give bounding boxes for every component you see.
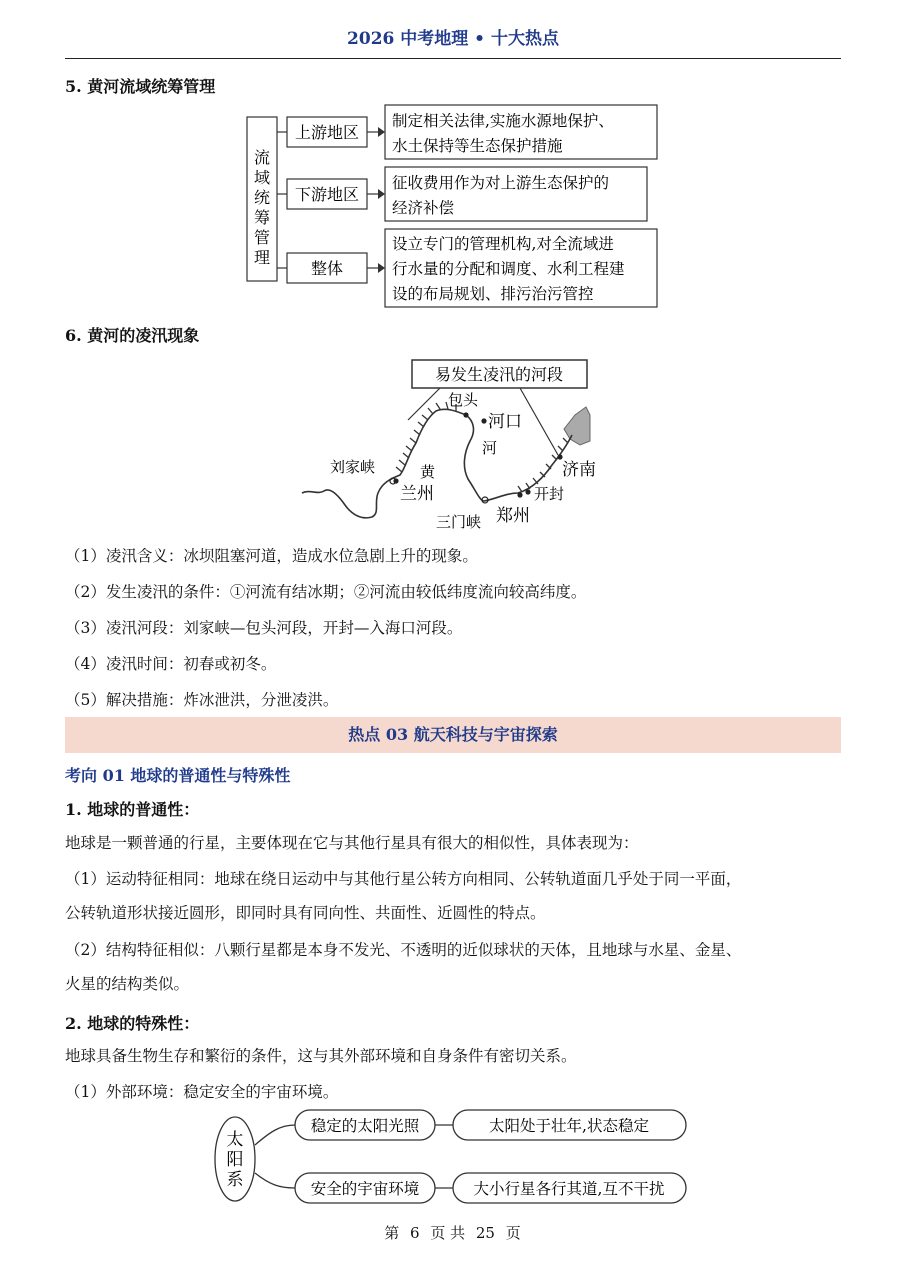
planets-orbit-label: 大小行星各行其道,互不干扰 [473,1180,665,1198]
root-label-char: 筹 [253,208,271,227]
baotou-dot [463,412,468,417]
footer-page-number: 6 [410,1224,420,1242]
sun-state-label: 太阳处于壮年,状态稳定 [489,1117,649,1135]
earth-special-title: 2. 地球的特殊性： [65,1014,200,1033]
section5-title: 5. 黄河流域统筹管理 [65,77,216,96]
ice-flood-item: （2）发生凌汛的条件：①河流有结冰期；②河流由较低纬度流向较高纬度。 [65,583,587,601]
liujiaxia-label: 刘家峡 [330,458,376,476]
footer-total-pages: 25 [475,1224,495,1242]
ice-flood-item: （4）凌汛时间：初春或初冬。 [65,655,277,673]
ice-flood-item: （1）凌汛含义：冰坝阻塞河道，造成水位急剧上升的现象。 [65,547,478,565]
earth-general-p2a: （2）结构特征相似：八颗行星都是本身不发光、不透明的近似球状的天体，且地球与水星、金星、 [65,941,742,959]
stable-sunlight-label: 稳定的太阳光照 [310,1117,420,1135]
ice-flood-item: （5）解决措施：炸冰泄洪，分泄凌洪。 [65,691,339,709]
sanmenxia-label: 三门峡 [436,513,482,531]
zhengzhou-label: 郑州 [496,506,530,526]
downstream-label: 下游地区 [294,185,360,204]
earth-special-intro: 地球具备生物生存和繁衍的条件，这与其外部环境和自身条件有密切关系。 [65,1047,577,1065]
downstream-desc-line: 征收费用作为对上游生态保护的 [392,174,610,192]
earth-general-p1a: （1）运动特征相同：地球在绕日运动中与其他行星公转方向相同、公转轨道面几乎处于同一平面， [65,870,742,888]
root-label-char: 流 [253,148,271,167]
downstream-desc-line: 经济补偿 [392,199,455,217]
whole-desc-line: 设立专门的管理机构,对全流域进 [392,235,614,253]
kaoxiang-title: 考向 01 地球的普通性与特殊性 [65,766,291,785]
basin-management-diagram [240,100,670,315]
lanzhou-label: 兰州 [400,484,434,504]
ice-hatch-lower [518,438,568,492]
hekou-label: 河口 [488,412,522,432]
yellow-river-ice-flood-map [290,355,600,535]
kaifeng-dot [525,489,530,494]
section6-title: 6. 黄河的凌汛现象 [65,326,200,345]
solar-system-char: 系 [226,1170,244,1190]
hotspot-banner: 热点 03 航天科技与宇宙探索 [65,717,841,753]
root-label-char: 理 [253,248,271,267]
baotou-label: 包头 [448,391,479,409]
earth-general-p1b: 公转轨道形状接近圆形，即同时具有同向性、共面性、近圆性的特点。 [65,904,546,922]
page-footer [0,1222,905,1243]
solar-system-char: 太 [226,1130,244,1150]
footer-mid: 页 共 [430,1224,466,1242]
jinan-label: 济南 [562,460,596,480]
earth-general-title: 1. 地球的普通性： [65,800,200,819]
safe-universe-label: 安全的宇宙环境 [310,1180,420,1198]
jinan-dot [557,454,562,459]
upstream-label: 上游地区 [294,123,360,142]
ice-hatch-upper [396,402,456,472]
ice-flood-item: （3）凌汛河段：刘家峡—包头河段，开封—入海口河段。 [65,619,463,637]
hekou-dot [481,418,486,423]
whole-desc-line: 设的布局规划、排污治污管控 [392,285,594,303]
page-header: 2026 中考地理 • 十大热点 [65,22,841,59]
solar-system-diagram [210,1107,700,1207]
root-label-char: 统 [253,188,271,207]
footer-prefix: 第 [384,1224,400,1242]
upstream-desc-line: 水土保持等生态保护措施 [392,137,563,155]
root-label-char: 管 [253,228,271,247]
callout-label: 易发生凌汛的河段 [434,365,564,384]
earth-general-p2b: 火星的结构类似。 [65,975,190,993]
upstream-desc-line: 制定相关法律,实施水源地保护、 [392,112,614,130]
solar-system-char: 阳 [226,1150,244,1170]
kaifeng-label: 开封 [534,485,565,503]
whole-desc-line: 行水量的分配和调度、水利工程建 [392,260,625,278]
zhengzhou-dot [517,492,522,497]
earth-general-intro: 地球是一颗普通的行星，主要体现在它与其他行星具有很大的相似性，具体表现为： [65,834,639,852]
river-label-2: 河 [482,439,498,457]
river-label-1: 黄 [420,463,436,481]
whole-label: 整体 [310,259,344,278]
sea-shape [564,407,590,445]
root-label-char: 域 [253,168,271,187]
footer-suffix: 页 [505,1224,521,1242]
earth-special-p1: （1）外部环境：稳定安全的宇宙环境。 [65,1083,339,1101]
